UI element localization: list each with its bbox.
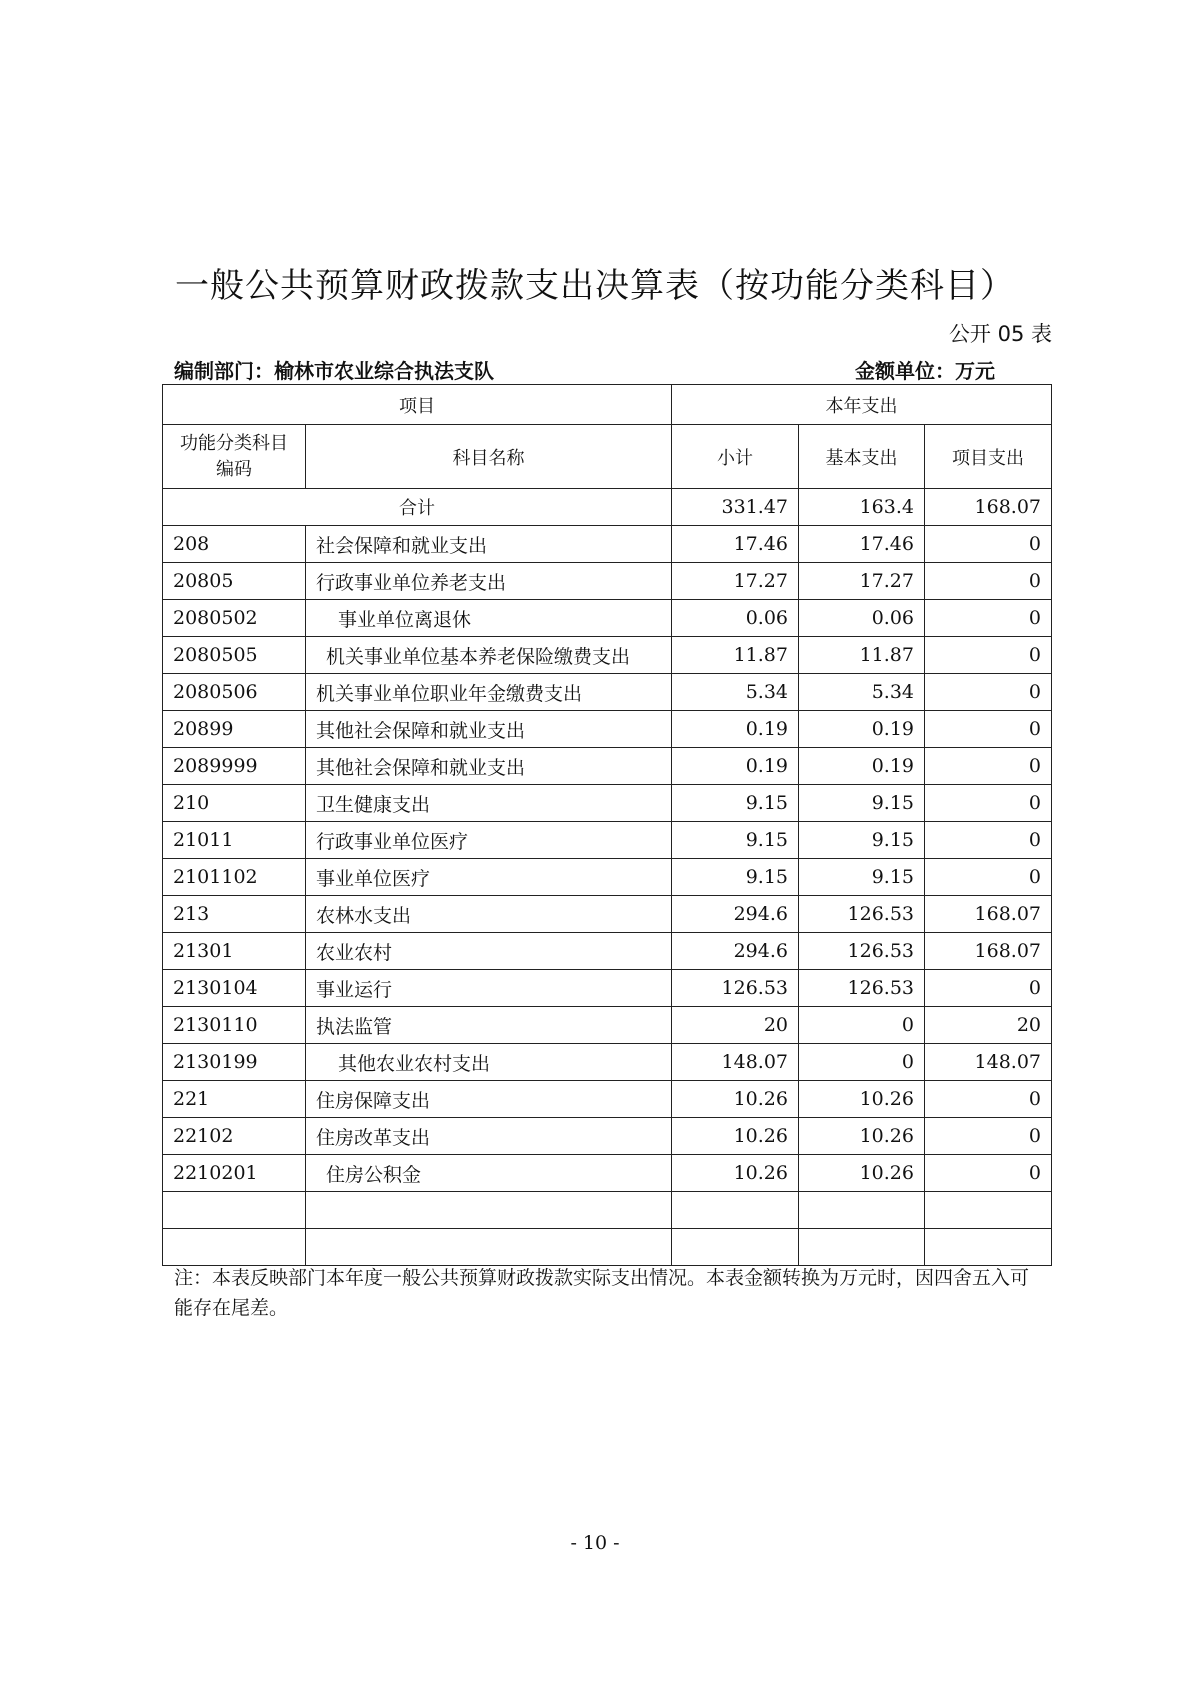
row-code: 2080506 <box>163 674 306 711</box>
row-project: 0 <box>925 711 1052 748</box>
row-project: 0 <box>925 637 1052 674</box>
row-name: 卫生健康支出 <box>306 785 672 822</box>
header-name: 科目名称 <box>306 425 672 489</box>
empty-cell <box>672 1229 799 1266</box>
row-basic: 9.15 <box>799 785 925 822</box>
row-subtotal: 126.53 <box>672 970 799 1007</box>
header-subtotal: 小计 <box>672 425 799 489</box>
row-project: 0 <box>925 970 1052 1007</box>
row-subtotal: 0.19 <box>672 748 799 785</box>
empty-cell <box>163 1229 306 1266</box>
footnote: 注：本表反映部门本年度一般公共预算财政拨款实际支出情况。本表金额转换为万元时，因四舍五入可能存在尾差。 <box>174 1267 1030 1319</box>
row-code: 210 <box>163 785 306 822</box>
row-name: 其他农业农村支出 <box>306 1044 672 1081</box>
row-code: 22102 <box>163 1118 306 1155</box>
table-row <box>163 748 1052 785</box>
row-project: 148.07 <box>925 1044 1052 1081</box>
table-row <box>163 1155 1052 1192</box>
table-row <box>163 822 1052 859</box>
table-row <box>163 563 1052 600</box>
form-code: 公开 05 表 <box>948 322 1052 346</box>
row-project: 20 <box>925 1007 1052 1044</box>
row-code: 213 <box>163 896 306 933</box>
row-project: 168.07 <box>925 896 1052 933</box>
row-code: 2130110 <box>163 1007 306 1044</box>
row-project: 0 <box>925 563 1052 600</box>
empty-cell <box>925 1229 1052 1266</box>
row-subtotal: 10.26 <box>672 1118 799 1155</box>
table-row <box>163 711 1052 748</box>
total-project: 168.07 <box>925 489 1052 526</box>
row-subtotal: 10.26 <box>672 1155 799 1192</box>
table-body <box>163 489 1052 1266</box>
row-basic: 10.26 <box>799 1155 925 1192</box>
row-project: 0 <box>925 674 1052 711</box>
empty-cell <box>925 1192 1052 1229</box>
row-subtotal: 17.46 <box>672 526 799 563</box>
empty-cell <box>306 1229 672 1266</box>
row-basic: 11.87 <box>799 637 925 674</box>
row-subtotal: 148.07 <box>672 1044 799 1081</box>
row-code: 2101102 <box>163 859 306 896</box>
row-name: 机关事业单位基本养老保险缴费支出 <box>306 637 672 674</box>
header-row-1 <box>163 385 1052 425</box>
total-basic: 163.4 <box>799 489 925 526</box>
page-number: - 10 - <box>570 1532 620 1554</box>
row-code: 221 <box>163 1081 306 1118</box>
total-subtotal: 331.47 <box>672 489 799 526</box>
row-subtotal: 17.27 <box>672 563 799 600</box>
row-name: 住房改革支出 <box>306 1118 672 1155</box>
empty-cell <box>306 1192 672 1229</box>
empty-row <box>163 1229 1052 1266</box>
row-subtotal: 10.26 <box>672 1081 799 1118</box>
department-label: 编制部门：榆林市农业综合执法支队 <box>174 359 494 383</box>
table-row <box>163 1081 1052 1118</box>
row-code: 20805 <box>163 563 306 600</box>
header-project: 项目支出 <box>925 425 1052 489</box>
row-subtotal: 9.15 <box>672 822 799 859</box>
row-project: 0 <box>925 600 1052 637</box>
row-code: 2130104 <box>163 970 306 1007</box>
row-name: 住房保障支出 <box>306 1081 672 1118</box>
empty-cell <box>799 1192 925 1229</box>
row-name: 行政事业单位医疗 <box>306 822 672 859</box>
row-basic: 0.19 <box>799 748 925 785</box>
row-name: 事业运行 <box>306 970 672 1007</box>
row-project: 0 <box>925 1155 1052 1192</box>
row-name: 行政事业单位养老支出 <box>306 563 672 600</box>
table-row <box>163 933 1052 970</box>
document-title: 一般公共预算财政拨款支出决算表（按功能分类科目） <box>175 266 1015 306</box>
table-row <box>163 785 1052 822</box>
row-name: 事业单位离退休 <box>306 600 672 637</box>
row-basic: 0 <box>799 1044 925 1081</box>
row-project: 0 <box>925 822 1052 859</box>
empty-cell <box>799 1229 925 1266</box>
table-row <box>163 637 1052 674</box>
row-project: 0 <box>925 785 1052 822</box>
row-code: 208 <box>163 526 306 563</box>
row-subtotal: 294.6 <box>672 933 799 970</box>
row-project: 0 <box>925 859 1052 896</box>
row-basic: 17.27 <box>799 563 925 600</box>
expenditure-table <box>162 384 1052 1266</box>
row-code: 2210201 <box>163 1155 306 1192</box>
table-row <box>163 674 1052 711</box>
row-code: 21301 <box>163 933 306 970</box>
row-subtotal: 9.15 <box>672 785 799 822</box>
row-subtotal: 0.19 <box>672 711 799 748</box>
row-name: 社会保障和就业支出 <box>306 526 672 563</box>
row-code: 2080502 <box>163 600 306 637</box>
table-row <box>163 859 1052 896</box>
row-basic: 17.46 <box>799 526 925 563</box>
row-name: 执法监管 <box>306 1007 672 1044</box>
row-basic: 0.19 <box>799 711 925 748</box>
row-subtotal: 294.6 <box>672 896 799 933</box>
row-subtotal: 9.15 <box>672 859 799 896</box>
row-basic: 126.53 <box>799 970 925 1007</box>
table-row <box>163 1044 1052 1081</box>
row-basic: 9.15 <box>799 859 925 896</box>
header-code: 功能分类科目 编码 <box>163 425 306 489</box>
row-name: 其他社会保障和就业支出 <box>306 711 672 748</box>
row-name: 农林水支出 <box>306 896 672 933</box>
row-code: 2130199 <box>163 1044 306 1081</box>
row-subtotal: 5.34 <box>672 674 799 711</box>
row-basic: 0.06 <box>799 600 925 637</box>
header-item: 项目 <box>163 385 672 425</box>
table-row <box>163 1118 1052 1155</box>
empty-cell <box>163 1192 306 1229</box>
total-label: 合计 <box>163 489 672 526</box>
row-project: 0 <box>925 526 1052 563</box>
header-row-2 <box>163 425 1052 489</box>
table-row <box>163 1007 1052 1044</box>
row-basic: 0 <box>799 1007 925 1044</box>
row-code: 2089999 <box>163 748 306 785</box>
table-row <box>163 526 1052 563</box>
row-subtotal: 0.06 <box>672 600 799 637</box>
empty-row <box>163 1192 1052 1229</box>
row-code: 21011 <box>163 822 306 859</box>
row-project: 168.07 <box>925 933 1052 970</box>
header-basic: 基本支出 <box>799 425 925 489</box>
row-subtotal: 11.87 <box>672 637 799 674</box>
row-project: 0 <box>925 748 1052 785</box>
table-row <box>163 600 1052 637</box>
row-basic: 10.26 <box>799 1118 925 1155</box>
row-code: 20899 <box>163 711 306 748</box>
table-row <box>163 896 1052 933</box>
table-row <box>163 970 1052 1007</box>
row-name: 住房公积金 <box>306 1155 672 1192</box>
row-name: 机关事业单位职业年金缴费支出 <box>306 674 672 711</box>
row-name: 农业农村 <box>306 933 672 970</box>
row-name: 其他社会保障和就业支出 <box>306 748 672 785</box>
row-project: 0 <box>925 1118 1052 1155</box>
empty-cell <box>672 1192 799 1229</box>
row-code: 2080505 <box>163 637 306 674</box>
row-basic: 126.53 <box>799 896 925 933</box>
row-project: 0 <box>925 1081 1052 1118</box>
row-basic: 10.26 <box>799 1081 925 1118</box>
total-row <box>163 489 1052 526</box>
row-basic: 5.34 <box>799 674 925 711</box>
row-basic: 9.15 <box>799 822 925 859</box>
unit-label: 金额单位：万元 <box>855 359 995 383</box>
row-subtotal: 20 <box>672 1007 799 1044</box>
row-basic: 126.53 <box>799 933 925 970</box>
row-name: 事业单位医疗 <box>306 859 672 896</box>
header-annual-expense: 本年支出 <box>672 385 1052 425</box>
